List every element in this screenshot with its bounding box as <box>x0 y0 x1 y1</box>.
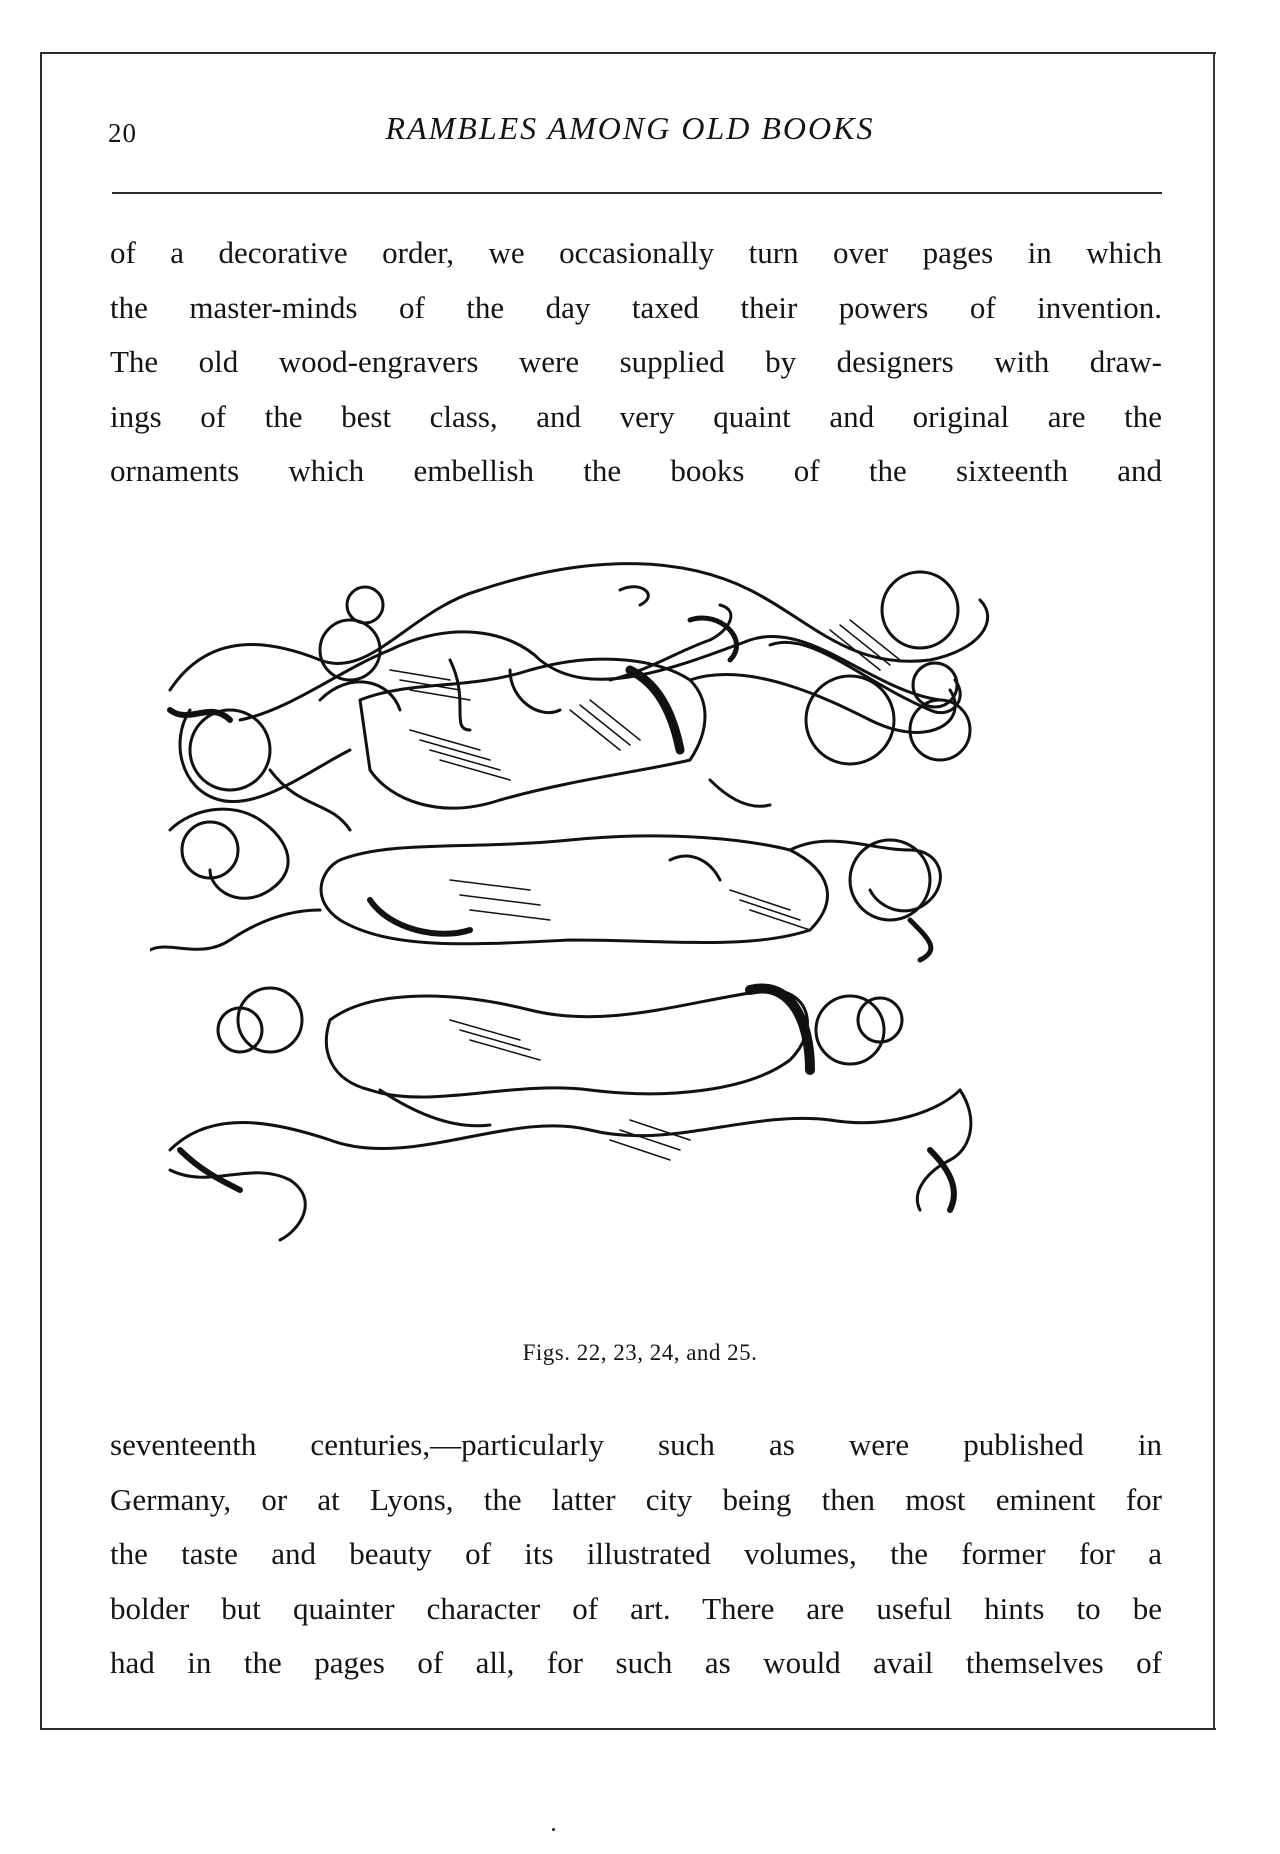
paragraph-top <box>110 226 1162 499</box>
ribbon-figure-22 <box>170 564 988 730</box>
page-frame-right-rule <box>1213 52 1215 1730</box>
ribbon-figure-25 <box>170 988 971 1240</box>
running-title: RAMBLES AMONG OLD BOOKS <box>385 110 875 146</box>
page-frame-top-rule <box>40 52 1216 54</box>
text-line: bolder but quainter character of art. There are useful hints to be <box>110 1590 1162 1626</box>
text-line: seventeenth centuries,—particularly such as were published in <box>110 1427 1162 1462</box>
page-number: 20 <box>108 118 137 148</box>
page-frame-bottom-rule <box>40 1728 1216 1730</box>
figure-caption: Figs. 22, 23, 24, and 25. <box>522 1340 758 1365</box>
text-line: Germany, or at Lyons, the latter city being then most eminent for <box>110 1481 1162 1517</box>
text-line: of a decorative order, we occasionally turn over pages in which <box>110 235 1162 270</box>
text-line: the master-minds of the day taxed their powers of invention. <box>110 289 1162 325</box>
paragraph-bottom <box>110 1418 1162 1691</box>
ribbon-figure-23 <box>180 659 970 830</box>
page-frame-left-rule <box>40 52 42 1730</box>
text-line: had in the pages of all, for such as would avail themselves of <box>110 1645 1162 1680</box>
header-rule <box>112 192 1162 194</box>
text-line: The old wood-engravers were supplied by designers with draw- <box>110 344 1162 379</box>
ink-speck <box>552 1828 555 1831</box>
text-line: the taste and beauty of its illustrated volumes, the former for a <box>110 1536 1162 1571</box>
text-line: ings of the best class, and very quaint and original are the <box>110 398 1162 434</box>
text-line: ornaments which embellish the books of the sixteenth and <box>110 453 1162 488</box>
ribbon-ornaments-illustration <box>150 550 1110 1320</box>
ribbon-figure-24 <box>150 809 940 960</box>
